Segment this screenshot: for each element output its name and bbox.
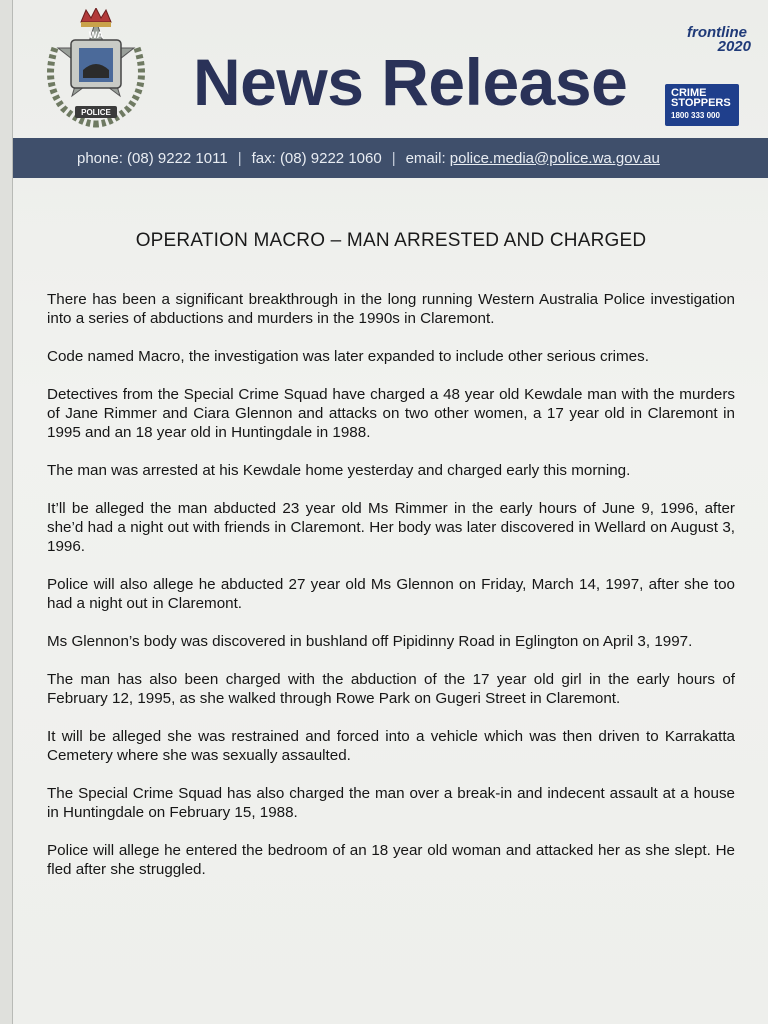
frontline-2020-logo <box>687 24 751 55</box>
contact-email-label: email: <box>405 149 446 167</box>
contact-separator: | <box>237 149 242 167</box>
page-title: News Release <box>193 45 628 119</box>
paragraph: Ms Glennon’s body was discovered in bushland off Pipidinny Road in Eglington on April 3, 1997. <box>47 633 693 650</box>
news-release-page <box>12 0 768 1024</box>
wa-police-crest-icon <box>41 8 151 128</box>
contact-separator: | <box>391 149 396 167</box>
crimestoppers-line2: STOPPERS <box>671 97 731 109</box>
paragraph: The Special Crime Squad has also charged the man over a break-in and indecent assault at a house in Huntingdale on February 15, 1988. <box>47 785 735 821</box>
frontline-year: 2020 <box>717 38 751 55</box>
header <box>13 0 768 138</box>
crimestoppers-phone: 1800 333 000 <box>671 111 720 120</box>
contact-email-link[interactable]: police.media@police.wa.gov.au <box>449 149 660 167</box>
paragraph: Police will allege he entered the bedroom of an 18 year old woman and attacked her as she slept. He fled after she struggled. <box>47 842 735 878</box>
contact-phone: phone: (08) 9222 1011 <box>77 149 228 167</box>
paragraph: It will be alleged she was restrained and forced into a vehicle which was then driven to Karrakatta Cemetery where she was sexually assaulted. <box>47 728 735 764</box>
paragraph: There has been a significant breakthrough in the long running Western Australia Police investigation into a series of abductions and murders in the 1990s in Claremont. <box>47 291 735 327</box>
headline: OPERATION MACRO – MAN ARRESTED AND CHARGED <box>135 230 647 251</box>
contact-bar <box>13 138 768 178</box>
paragraph: Code named Macro, the investigation was later expanded to include other serious crimes. <box>47 348 649 365</box>
crime-stoppers-logo <box>665 84 739 126</box>
crimestoppers-line1: CRIME <box>671 87 707 99</box>
svg-text:WA: WA <box>88 30 104 40</box>
paragraph: Police will also allege he abducted 27 year old Ms Glennon on Friday, March 14, 1997, after she too had a night out in Claremont. <box>47 576 735 612</box>
contact-fax: fax: (08) 9222 1060 <box>251 149 382 167</box>
svg-text:POLICE: POLICE <box>81 108 111 117</box>
frontline-text: frontline <box>687 24 747 41</box>
paragraph: The man was arrested at his Kewdale home yesterday and charged early this morning. <box>47 462 631 479</box>
article-body <box>47 290 735 898</box>
paragraph: The man has also been charged with the abduction of the 17 year old girl in the early hours of February 12, 1995, as she walked through Rowe Park on Gugeri Street in Claremont. <box>47 671 735 707</box>
paragraph: It’ll be alleged the man abducted 23 year old Ms Rimmer in the early hours of June 9, 1996, after she’d had a night out with friends in Claremont. Her body was later discovered in Wellard on August 3, 1996. <box>47 500 735 555</box>
paragraph: Detectives from the Special Crime Squad have charged a 48 year old Kewdale man with the murders of Jane Rimmer and Ciara Glennon and attacks on two other women, a 17 year old in Claremont in 1995 and an 18 year old in Huntingdale in 1988. <box>47 386 735 441</box>
